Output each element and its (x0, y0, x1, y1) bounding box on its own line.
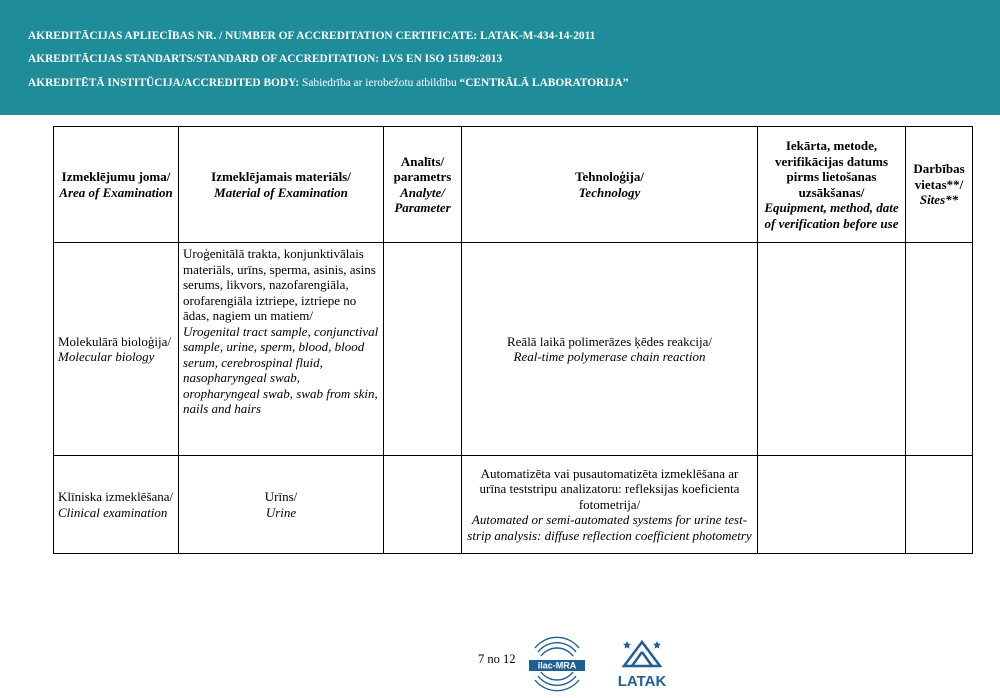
col-header-equipment: Iekārta, metode, verifikācijas datums pirms lietošanas uzsākšanas/ Equipment, method, date of verification before use (758, 127, 906, 243)
cell-area: Molekulārā bioloģija/ Molecular biology (54, 243, 179, 456)
ilac-logo-text: ilac-MRA (537, 660, 577, 671)
accredited-body (28, 77, 628, 89)
cell-technology: Automatizēta vai pusautomatizēta izmeklēšana ar urīna teststripu analizatoru: refleksijas koeficienta fotometrija/ Automated or semi-automated systems for urine test-strip analysis: diffuse reflection coefficient photometry (462, 456, 758, 554)
col-header-sites: Darbības vietas**/ Sites** (906, 127, 973, 243)
accreditation-scope-table (53, 126, 973, 554)
table-row (54, 243, 973, 456)
cell-equipment (758, 456, 906, 554)
cell-material: Uroģenitālā trakta, konjunktivālais materiāls, urīns, sperma, asinis, asins serums, likvors, nazofarengiāla, orofarengiāla iztriepe, iztriepe no ādas, nagiem un matiem/ Urogenital tract sample, conjunctival sample, urine, sperm, blood, blood serum, cerebrospinal fluid, nasopharyngeal swab, oropharyngeal swab, swab from skin, nails and hairs (179, 243, 384, 456)
latak-logo-text: LATAK (617, 673, 667, 690)
table-row (54, 456, 973, 554)
ilac-mra-logo (527, 636, 587, 696)
cell-area: Klīniska izmeklēšana/ Clinical examination (54, 456, 179, 554)
cell-material: Urīns/ Urine (179, 456, 384, 554)
col-header-analyte: Analīts/ parametrs Analyte/ Parameter (384, 127, 462, 243)
cell-analyte (384, 243, 462, 456)
col-header-technology: Tehnoloģija/ Technology (462, 127, 758, 243)
cell-equipment (758, 243, 906, 456)
latak-logo (604, 638, 680, 690)
col-header-area: Izmeklējumu joma/ Area of Examination (54, 127, 179, 243)
accredited-body-label: AKREDITĒTĀ INSTITŪCIJA/ACCREDITED BODY: (28, 77, 300, 89)
accredited-body-org: Sabiedrība ar ierobežotu atbildību (301, 77, 457, 89)
cell-technology: Reālā laikā polimerāzes ķēdes reakcija/ Real-time polymerase chain reaction (462, 243, 758, 456)
accreditation-standard: AKREDITĀCIJAS STANDARTS/STANDARD OF ACCREDITATION: LVS EN ISO 15189:2013 (28, 53, 503, 65)
cell-sites (906, 243, 973, 456)
col-header-material: Izmeklējamais materiāls/ Material of Examination (179, 127, 384, 243)
cell-analyte (384, 456, 462, 554)
cell-sites (906, 456, 973, 554)
accredited-body-name: “CENTRĀLĀ LABORATORIJA” (459, 77, 629, 89)
page-number: 7 no 12 (478, 652, 516, 666)
certificate-number: AKREDITĀCIJAS APLIECĪBAS NR. / NUMBER OF ACCREDITATION CERTIFICATE: LATAK-M-434-14-2011 (28, 30, 596, 42)
header-banner (0, 0, 1000, 115)
table-header-row (54, 127, 973, 243)
